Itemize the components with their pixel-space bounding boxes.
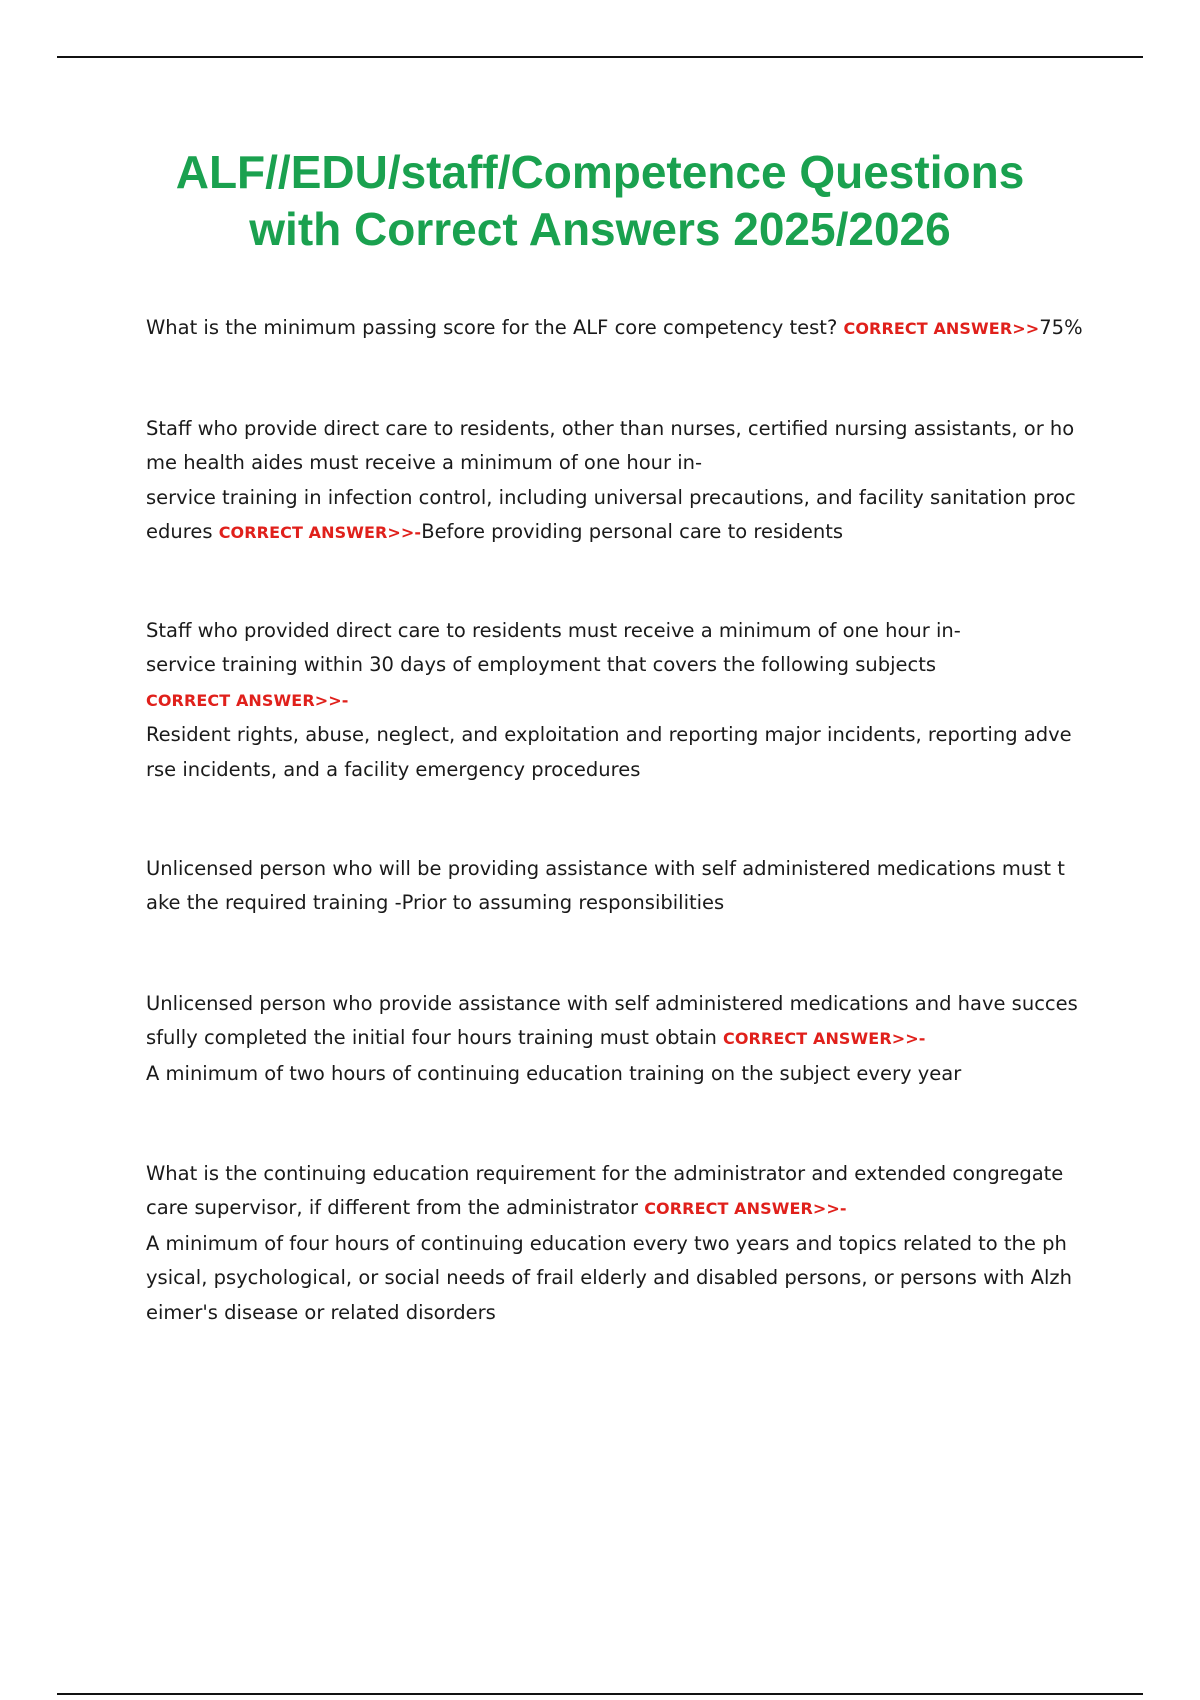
- correct-answer-label: CORRECT ANSWER>>-: [723, 1029, 926, 1049]
- answer-line: rse incidents, and a facility emergency procedures: [146, 757, 641, 781]
- header-rule: [57, 56, 1143, 58]
- qa-item-2: [146, 412, 1096, 551]
- correct-answer-label: CORRECT ANSWER>>-: [644, 1199, 847, 1219]
- answer-line: eimer's disease or related disorders: [146, 1300, 496, 1324]
- title-line-1: ALF//EDU/staff/Competence Questions: [175, 146, 1025, 198]
- qa-item-6: [146, 1157, 1096, 1330]
- question-line: sfully completed the initial four hours training must obtain: [146, 1026, 724, 1050]
- correct-answer-label: CORRECT ANSWER>>: [843, 319, 1040, 338]
- question-line: Unlicensed person who will be providing assistance with self administered medications must t: [146, 857, 1065, 880]
- answer-line: Resident rights, abuse, neglect, and exploitation and reporting major incidents, reporting adve: [146, 723, 1072, 747]
- question-line: edures: [146, 520, 219, 544]
- answer-text: Before providing personal care to residents: [421, 520, 844, 544]
- question-line: What is the continuing education requirement for the administrator and extended congregate: [146, 1162, 1064, 1185]
- document-title: [100, 144, 1100, 258]
- answer-text: 75%: [1039, 316, 1083, 339]
- question-line: me health aides must receive a minimum of one hour in-: [146, 451, 703, 475]
- answer-line: ysical, psychological, or social needs of frail elderly and disabled persons, or persons with Alzh: [146, 1266, 1072, 1290]
- correct-answer-label: CORRECT ANSWER>>-: [146, 690, 349, 710]
- qa-item-1: [146, 311, 1096, 346]
- question-line: care supervisor, if different from the administrator: [146, 1196, 645, 1220]
- qa-item-4: [146, 852, 1096, 921]
- question-text: What is the minimum passing score for the ALF core competency test?: [146, 316, 844, 339]
- question-line: service training within 30 days of employment that covers the following subjects: [146, 653, 937, 677]
- answer-text: A minimum of two hours of continuing education training on the subject every year: [146, 1061, 962, 1085]
- title-line-2: with Correct Answers 2025/2026: [249, 203, 951, 255]
- question-line: service training in infection control, including universal precautions, and facility sanitation proc: [146, 485, 1076, 509]
- answer-line: A minimum of four hours of continuing education every two years and topics related to the ph: [146, 1231, 1067, 1255]
- question-line: Unlicensed person who provide assistance with self administered medications and have succes: [146, 992, 1078, 1015]
- qa-item-3: [146, 614, 1096, 787]
- footer-rule: [57, 1693, 1143, 1695]
- correct-answer-label: CORRECT ANSWER>>-: [218, 523, 422, 543]
- question-line: Staff who provided direct care to residents must receive a minimum of one hour in-: [146, 619, 961, 642]
- question-line: Staff who provide direct care to residents, other than nurses, certified nursing assistants, or ho: [146, 417, 1075, 440]
- qa-item-5: [146, 987, 1096, 1091]
- question-line: ake the required training -Prior to assuming responsibilities: [146, 891, 725, 915]
